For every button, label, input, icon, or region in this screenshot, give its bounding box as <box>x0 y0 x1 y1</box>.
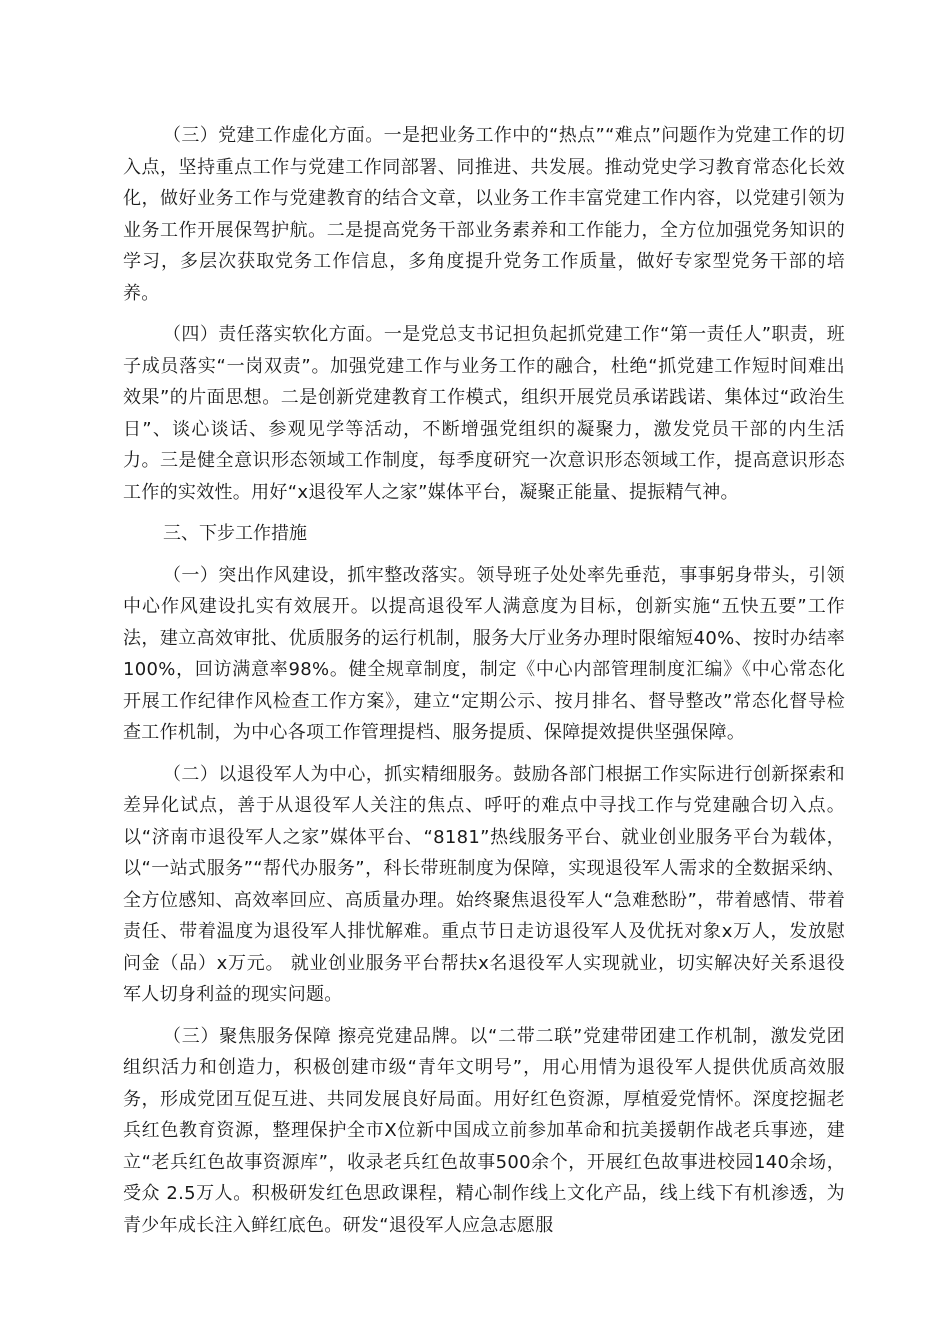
document-page <box>123 120 845 1251</box>
paragraph-responsibility-implementation: （四）责任落实软化方面。一是党总支书记担负起抓党建工作“第一责任人”职责，班子成员落实“一岗双责”。加强党建工作与业务工作的融合，杜绝“抓党建工作短时间难出效果”的片面思想。二是创新党建教育工作模式，组织开展党员承诺践诺、集体过“政治生日”、谈心谈话、参观见学等活动，不断增强党组织的凝聚力，激发党员干部的内生活力。三是健全意识形态领域工作制度，每季度研究一次意识形态领域工作，提高意识形态工作的实效性。用好“x退役军人之家”媒体平台，凝聚正能量、提振精气神。 <box>123 324 845 503</box>
paragraph-veteran-service: （二）以退役军人为中心，抓实精细服务。鼓励各部门根据工作实际进行创新探索和差异化试点，善于从退役军人关注的焦点、呼吁的难点中寻找工作与党建融合切入点。以“济南市退役军人之家”媒体平台、“8181”热线服务平台、就业创业服务平台为载体，以“一站式服务”“帮代办服务”，科长带班制度为保障，实现退役军人需求的全数据采纳、全方位感知、高效率回应、高质量办理。始终聚焦退役军人“急难愁盼”，带着感情、带着责任、带着温度为退役军人排忧解难。重点节日走访退役军人及优抚对象x万人，发放慰问金（品）x万元。 就业创业服务平台帮扶x名退役军人实现就业，切实解决好关系退役军人切身利益的现实问题。 <box>123 763 845 1005</box>
section-heading-next-steps: 三、下步工作措施 <box>163 523 307 544</box>
paragraph-service-guarantee: （三）聚焦服务保障 擦亮党建品牌。以“二带二联”党建带团建工作机制，激发党团组织活力和创造力，积极创建市级“青年文明号”，用心用情为退役军人提供优质高效服务，形成党团互促互进、共同发展良好局面。用好红色资源，厚植爱党情怀。深度挖掘老兵红色教育资源，整理保护全市X位新中国成立前参加革命和抗美援朝作战老兵事迹，建立“老兵红色故事资源库”，收录老兵红色故事500余个，开展红色故事进校园140余场，受众 2.5万人。积极研发红色思政课程，精心制作线上文化产品，线上线下有机渗透，为青少年成长注入鲜红底色。研发“退役军人应急志愿服 <box>123 1025 845 1236</box>
paragraph-work-style: （一）突出作风建设，抓牢整改落实。领导班子处处率先垂范，事事躬身带头，引领中心作风建设扎实有效展开。以提高退役军人满意度为目标，创新实施“五快五要”工作法，建立高效审批、优质服务的运行机制，服务大厅业务办理时限缩短40%、按时办结率100%，回访满意率98%。健全规章制度，制定《中心内部管理制度汇编》《中心常态化开展工作纪律作风检查工作方案》，建立“定期公示、按月排名、督导整改”常态化督导检查工作机制，为中心各项工作管理提档、服务提质、保障提效提供坚强保障。 <box>123 564 845 743</box>
paragraph-party-building-virtualization: （三）党建工作虚化方面。一是把业务工作中的“热点”“难点”问题作为党建工作的切入点，坚持重点工作与党建工作同部署、同推进、共发展。推动党史学习教育常态化长效化，做好业务工作与党建教育的结合文章，以业务工作丰富党建工作内容，以党建引领为业务工作开展保驾护航。二是提高党务干部业务素养和工作能力，全方位加强党务知识的学习，多层次获取党务工作信息，多角度提升党务工作质量，做好专家型党务干部的培养。 <box>123 125 845 304</box>
